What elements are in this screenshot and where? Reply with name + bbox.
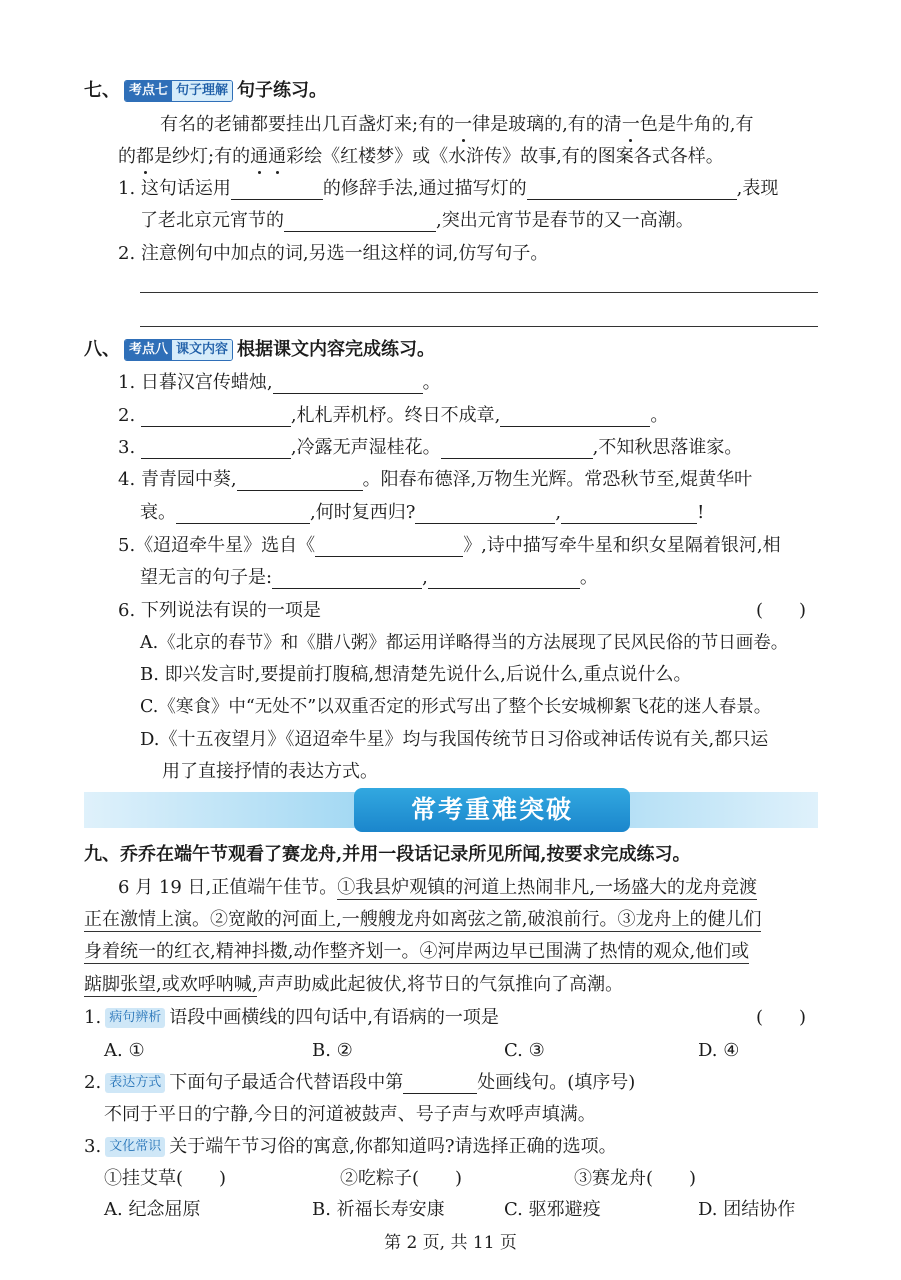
q9-sub3-item[interactable]: ②吃粽子( ) <box>340 1168 463 1189</box>
q8-line4a: 4. 青青园中葵, 。阳春布德泽,万物生光辉。常恐秋节至,焜黄华叶 <box>118 469 753 490</box>
answer-blank[interactable] <box>441 440 593 459</box>
q9-sub1-option[interactable]: C. ③ <box>504 1040 545 1061</box>
answer-blank[interactable] <box>141 408 291 427</box>
answer-blank[interactable] <box>231 181 323 200</box>
q8-line3: 3. ,冷露无声湿桂花。 ,不知秋思落谁家。 <box>118 437 743 458</box>
answer-blank[interactable] <box>415 505 555 524</box>
q8-line1: 1. 日暮汉宫传蜡烛, 。 <box>118 372 441 393</box>
q8-option-a: A.《北京的春节》和《腊八粥》都运用详略得当的方法展现了民风民俗的节日画卷。 <box>140 633 789 653</box>
q7-passage-line2: 的都是纱灯;有的通通彩绘《红楼梦》或《水浒传》故事,有的图案各式各样。 <box>118 146 724 167</box>
q8-line5b: 望无言的句子是: , 。 <box>140 567 598 588</box>
q7-item1-line1: 1. 这句话运用 的修辞手法,通过描写灯的 ,表现 <box>118 178 779 199</box>
answer-blank[interactable] <box>273 375 423 394</box>
q8-option-b: B. 即兴发言时,要提前打腹稿,想清楚先说什么,后说什么,重点说什么。 <box>140 664 692 685</box>
q8-line5a: 5.《迢迢牵牛星》选自《 》,诗中描写牵牛星和织女星隔着银河,相 <box>118 535 781 556</box>
q7-item1-line2: 了老北京元宵节的 ,突出元宵节是春节的又一高潮。 <box>140 210 694 231</box>
q9-passage-line2: 正在激情上演。②宽敞的河面上,一艘艘龙舟如离弦之箭,破浪前行。③龙舟上的健儿们 <box>84 909 762 930</box>
q9-passage-line3: 身着统一的红衣,精神抖擞,动作整齐划一。④河岸两边早已围满了热情的观众,他们或 <box>84 941 750 962</box>
section-banner <box>84 792 818 828</box>
page-footer: 第 2 页, 共 11 页 <box>384 1233 517 1253</box>
q9-sub3-option: B. 祈福长寿安康 <box>312 1199 445 1220</box>
answer-blank[interactable] <box>561 505 697 524</box>
answer-blank[interactable] <box>237 472 363 491</box>
q9-passage-line4: 踮脚张望,或欢呼呐喊,声声助威此起彼伏,将节日的气氛推向了高潮。 <box>84 974 624 995</box>
q7-item2: 2. 注意例句中加点的词,另选一组这样的词,仿写句子。 <box>118 243 549 264</box>
q8-option-d-line1: D.《十五夜望月》《迢迢牵牛星》均与我国传统节日习俗或神话传说有关,都只运 <box>140 729 769 750</box>
answer-paren[interactable]: ( ) <box>756 1007 807 1028</box>
q9-sub2-sentence: 不同于平日的宁静,今日的河道被鼓声、号子声与欢呼声填满。 <box>104 1104 596 1125</box>
q7-tag: 考点七 句子理解 <box>124 80 233 102</box>
answer-blank[interactable] <box>500 408 650 427</box>
q9-sub1-option[interactable]: D. ④ <box>698 1040 740 1061</box>
q8-line2: 2. ,札札弄机杼。终日不成章, 。 <box>118 405 669 426</box>
answer-blank[interactable] <box>527 181 737 200</box>
answer-line[interactable] <box>140 326 818 327</box>
q9-sub1-option[interactable]: B. ② <box>312 1040 353 1061</box>
q9-passage-line1: 6 月 19 日,正值端午佳节。①我县炉观镇的河道上热闹非凡,一场盛大的龙舟竞渡 <box>118 877 757 898</box>
tag-expression: 表达方式 <box>105 1073 165 1093</box>
answer-blank[interactable] <box>315 538 463 557</box>
q7-heading: 七、 考点七 句子理解 句子练习。 <box>84 80 328 101</box>
q8-heading: 八、 考点八 课文内容 根据课文内容完成练习。 <box>84 339 436 360</box>
answer-blank[interactable] <box>284 213 436 232</box>
answer-blank[interactable] <box>403 1075 477 1094</box>
q9-sub2: 2. 表达方式 下面句子最适合代替语段中第 处画线句。(填序号) <box>84 1072 636 1093</box>
answer-paren[interactable]: ( ) <box>756 600 807 621</box>
q8-tag: 考点八 课文内容 <box>124 339 233 361</box>
q9-sub1-option[interactable]: A. ① <box>104 1040 145 1061</box>
q9-sub1: 1. 病句辨析 语段中画横线的四句话中,有语病的一项是 <box>84 1007 499 1028</box>
q9-sub3: 3. 文化常识 关于端午节习俗的寓意,你都知道吗?请选择正确的选项。 <box>84 1136 617 1157</box>
q9-sub3-option: C. 驱邪避疫 <box>504 1199 601 1220</box>
q9-heading: 九、乔乔在端午节观看了赛龙舟,并用一段话记录所见所闻,按要求完成练习。 <box>84 844 691 865</box>
q9-sub3-item[interactable]: ③赛龙舟( ) <box>574 1168 697 1189</box>
answer-blank[interactable] <box>272 570 422 589</box>
tag-culture: 文化常识 <box>105 1137 165 1157</box>
q8-option-c: C.《寒食》中“无处不”以双重否定的形式写出了整个长安城柳絮飞花的迷人春景。 <box>140 697 772 717</box>
q8-option-d-line2: 用了直接抒情的表达方式。 <box>162 761 378 782</box>
answer-blank[interactable] <box>428 570 580 589</box>
q8-line6: 6. 下列说法有误的一项是 <box>118 600 321 621</box>
q9-sub3-item[interactable]: ①挂艾草( ) <box>104 1168 227 1189</box>
answer-line[interactable] <box>140 292 818 293</box>
tag-sentence-error: 病句辨析 <box>105 1008 165 1028</box>
q9-sub3-option: A. 纪念屈原 <box>104 1199 201 1220</box>
q8-line4b: 衰。 ,何时复西归? , ! <box>140 502 705 523</box>
q7-passage-line1: 有名的老铺都要挂出几百盏灯来;有的一律是玻璃的,有的清一色是牛角的,有 <box>160 114 754 135</box>
answer-blank[interactable] <box>141 440 291 459</box>
answer-blank[interactable] <box>176 505 310 524</box>
q9-sub3-option: D. 团结协作 <box>698 1199 796 1220</box>
banner-title: 常考重难突破 <box>354 788 630 832</box>
